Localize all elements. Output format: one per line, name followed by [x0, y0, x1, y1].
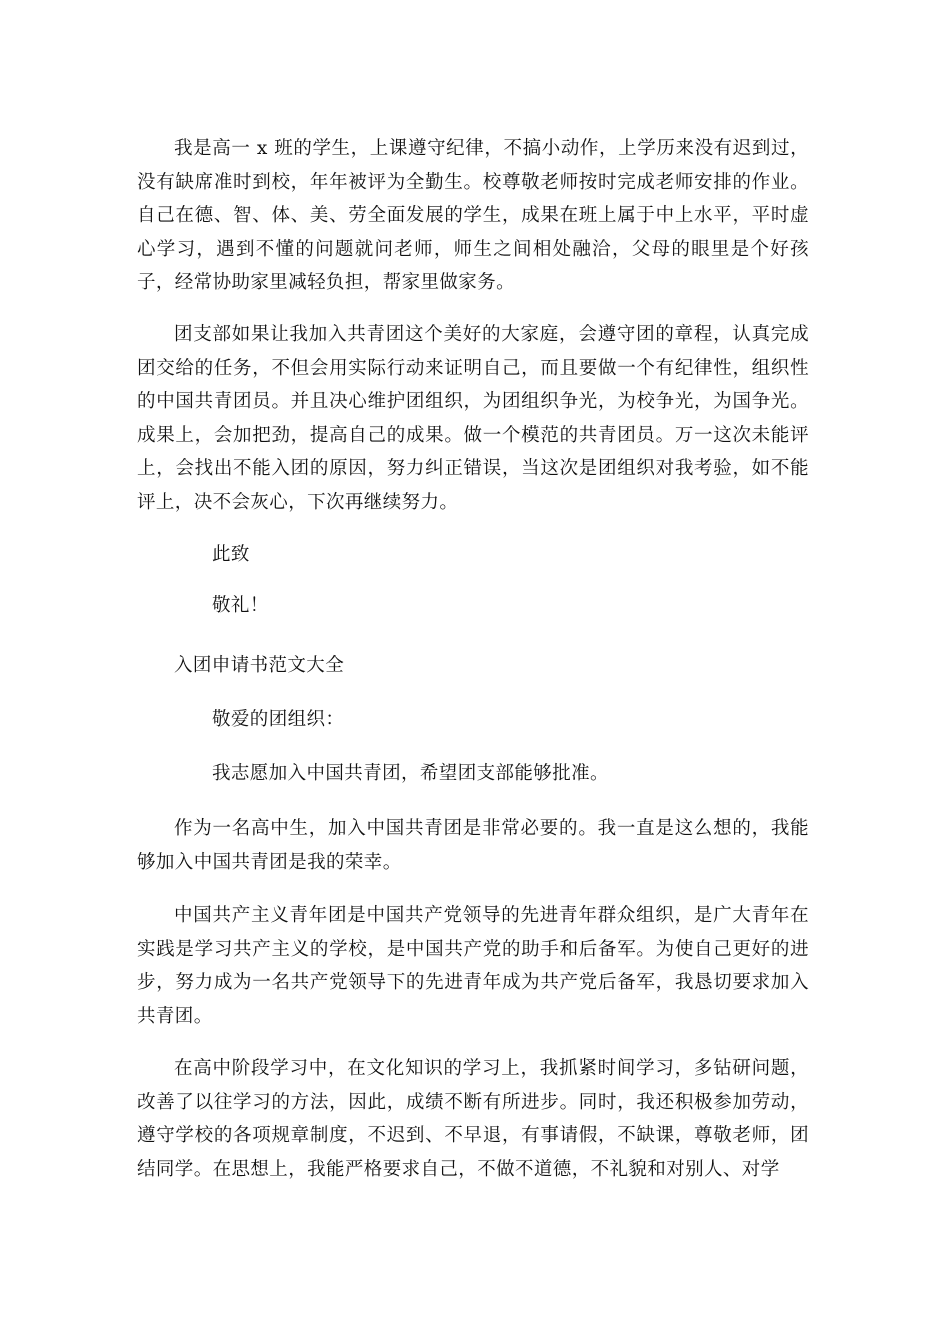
paragraph-self-introduction: 我是高一 x 班的学生，上课遵守纪律，不搞小动作，上学历来没有迟到过，没有缺席准时到校，年年被评为全勤生。校尊敬老师按时完成老师安排的作业。自己在德、智、体、美、劳全面发展的学生，成果在班上属于中上水平，平时虚心学习，遇到不懂的问题就问老师，师生之间相处融洽，父母的眼里是个好孩子，经常协助家里减轻负担，帮家里做家务。	[137, 138, 809, 293]
paragraph-league-intro: 中国共产主义青年团是中国共产党领导的先进青年群众组织，是广大青年在实践是学习共产主义的学校，是中国共产党的助手和后备军。为使自己更好的进步，努力成为一名共产党领导下的先进青年成为共产党后备军，我恳切要求加入共青团。	[137, 905, 809, 1027]
paragraph-study: 在高中阶段学习中，在文化知识的学习上，我抓紧时间学习，多钻研问题，改善了以往学习的方法，因此，成绩不断有所进步。同时，我还积极参加劳动，遵守学校的各项规章制度，不迟到、不早退，有事请假，不缺课，尊敬老师，团结同学。在思想上，我能严格要求自己，不做不道德，不礼貌和对别人、对学	[137, 1058, 809, 1180]
paragraph-commitment: 团支部如果让我加入共青团这个美好的大家庭，会遵守团的章程，认真完成团交给的任务，不但会用实际行动来证明自己，而且要做一个有纪律性，组织性的中国共青团员。并且决心维护团组织，为团组织争光，为校争光，为国争光。成果上，会加把劲，提高自己的成果。做一个模范的共青团员。万一这次未能评上，会找出不能入团的原因，努力纠正错误，当这次是团组织对我考验，如不能评上，决不会灰心，下次再继续努力。	[137, 324, 809, 513]
paragraph-application: 我志愿加入中国共青团，希望团支部能够批准。	[212, 763, 609, 784]
closing-cizhi: 此致	[212, 544, 250, 565]
section-heading: 入团申请书范文大全	[174, 655, 345, 676]
paragraph-high-school: 作为一名高中生，加入中国共青团是非常必要的。我一直是这么想的，我能够加入中国共青团是我的荣幸。	[137, 818, 809, 873]
salutation: 敬爱的团组织：	[212, 709, 345, 730]
closing-jingli: 敬礼！	[212, 595, 269, 616]
